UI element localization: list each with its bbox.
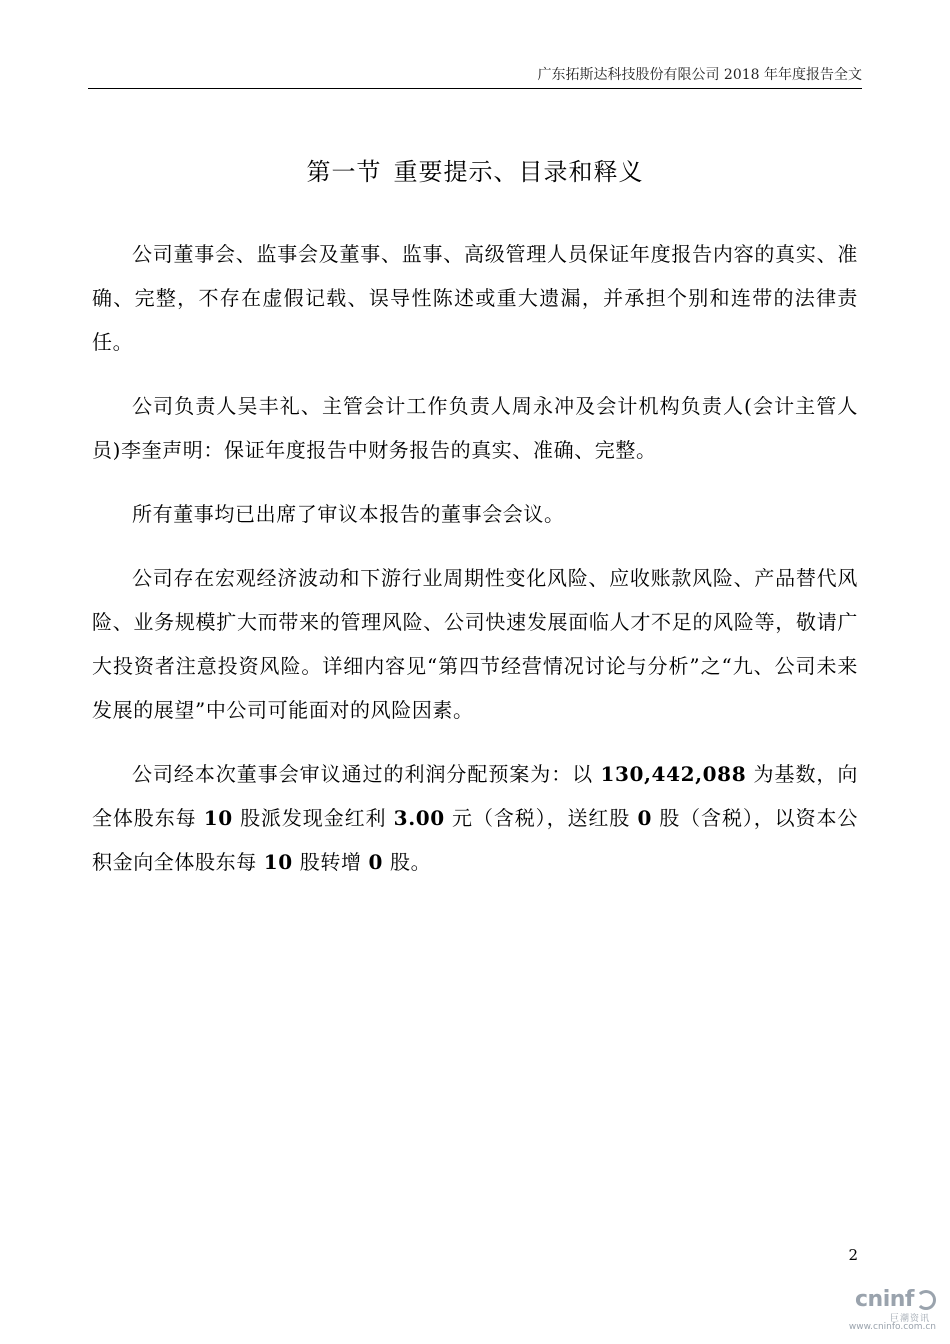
section-heading — [0, 152, 950, 187]
section-title-text: 重要提示、目录和释义 — [393, 158, 644, 186]
dist-text: 公司经本次董事会审议通过的利润分配预案为：以 — [132, 762, 601, 786]
logo-url: www.cninfo.com.cn — [848, 1322, 936, 1332]
paragraph-risk-notice: 公司存在宏观经济波动和下游行业周期性变化风险、应收账款风险、产品替代风险、业务规模扩大而带来的管理风险、公司快速发展面临人才不足的风险等，敬请广大投资者注意投资风险。详细内容见“第四节经营情况讨论与分析”之“九、公司未来发展的展望”中公司可能面对的风险因素。 — [92, 566, 858, 722]
per-shares-value: 10 — [203, 806, 233, 830]
paragraph-profit-distribution — [92, 752, 858, 884]
dist-text: 股（含税），以资本公积金向全体股东每 — [92, 806, 858, 874]
cash-dividend-value: 3.00 — [393, 806, 445, 830]
logo-brand-cn: 巨潮资讯 — [889, 1314, 930, 1324]
bonus-shares-value: 0 — [637, 806, 652, 830]
logo-mark — [855, 1287, 936, 1312]
section-number: 第一节 — [306, 158, 382, 186]
logo-brand: cninf — [855, 1287, 914, 1312]
base-shares-value: 130,442,088 — [600, 762, 747, 786]
swirl-icon — [916, 1290, 936, 1310]
page-number: 2 — [848, 1246, 858, 1264]
converted-shares-value: 0 — [368, 850, 384, 874]
dist-text: 股。 — [383, 850, 432, 874]
per-shares-value: 10 — [263, 850, 293, 874]
cninfo-logo — [836, 1287, 936, 1333]
dist-text: 元（含税），送红股 — [444, 806, 638, 830]
running-header: 广东拓斯达科技股份有限公司 2018 年年度报告全文 — [537, 67, 862, 83]
document-body — [92, 232, 858, 904]
paragraph-responsibility-statement: 公司董事会、监事会及董事、监事、高级管理人员保证年度报告内容的真实、准确、完整，不存在虚假记载、误导性陈述或重大遗漏，并承担个别和连带的法律责任。 — [92, 242, 858, 354]
paragraph-financial-statement-declaration: 公司负责人吴丰礼、主管会计工作负责人周永冲及会计机构负责人(会计主管人员)李奎声明：保证年度报告中财务报告的真实、准确、完整。 — [92, 394, 858, 462]
dist-text: 为基数，向全体股东每 — [92, 762, 858, 830]
dist-text: 股派发现金红利 — [232, 806, 394, 830]
dist-text: 股转增 — [292, 850, 369, 874]
header-divider — [88, 88, 862, 89]
paragraph-board-attendance: 所有董事均已出席了审议本报告的董事会会议。 — [132, 502, 565, 526]
